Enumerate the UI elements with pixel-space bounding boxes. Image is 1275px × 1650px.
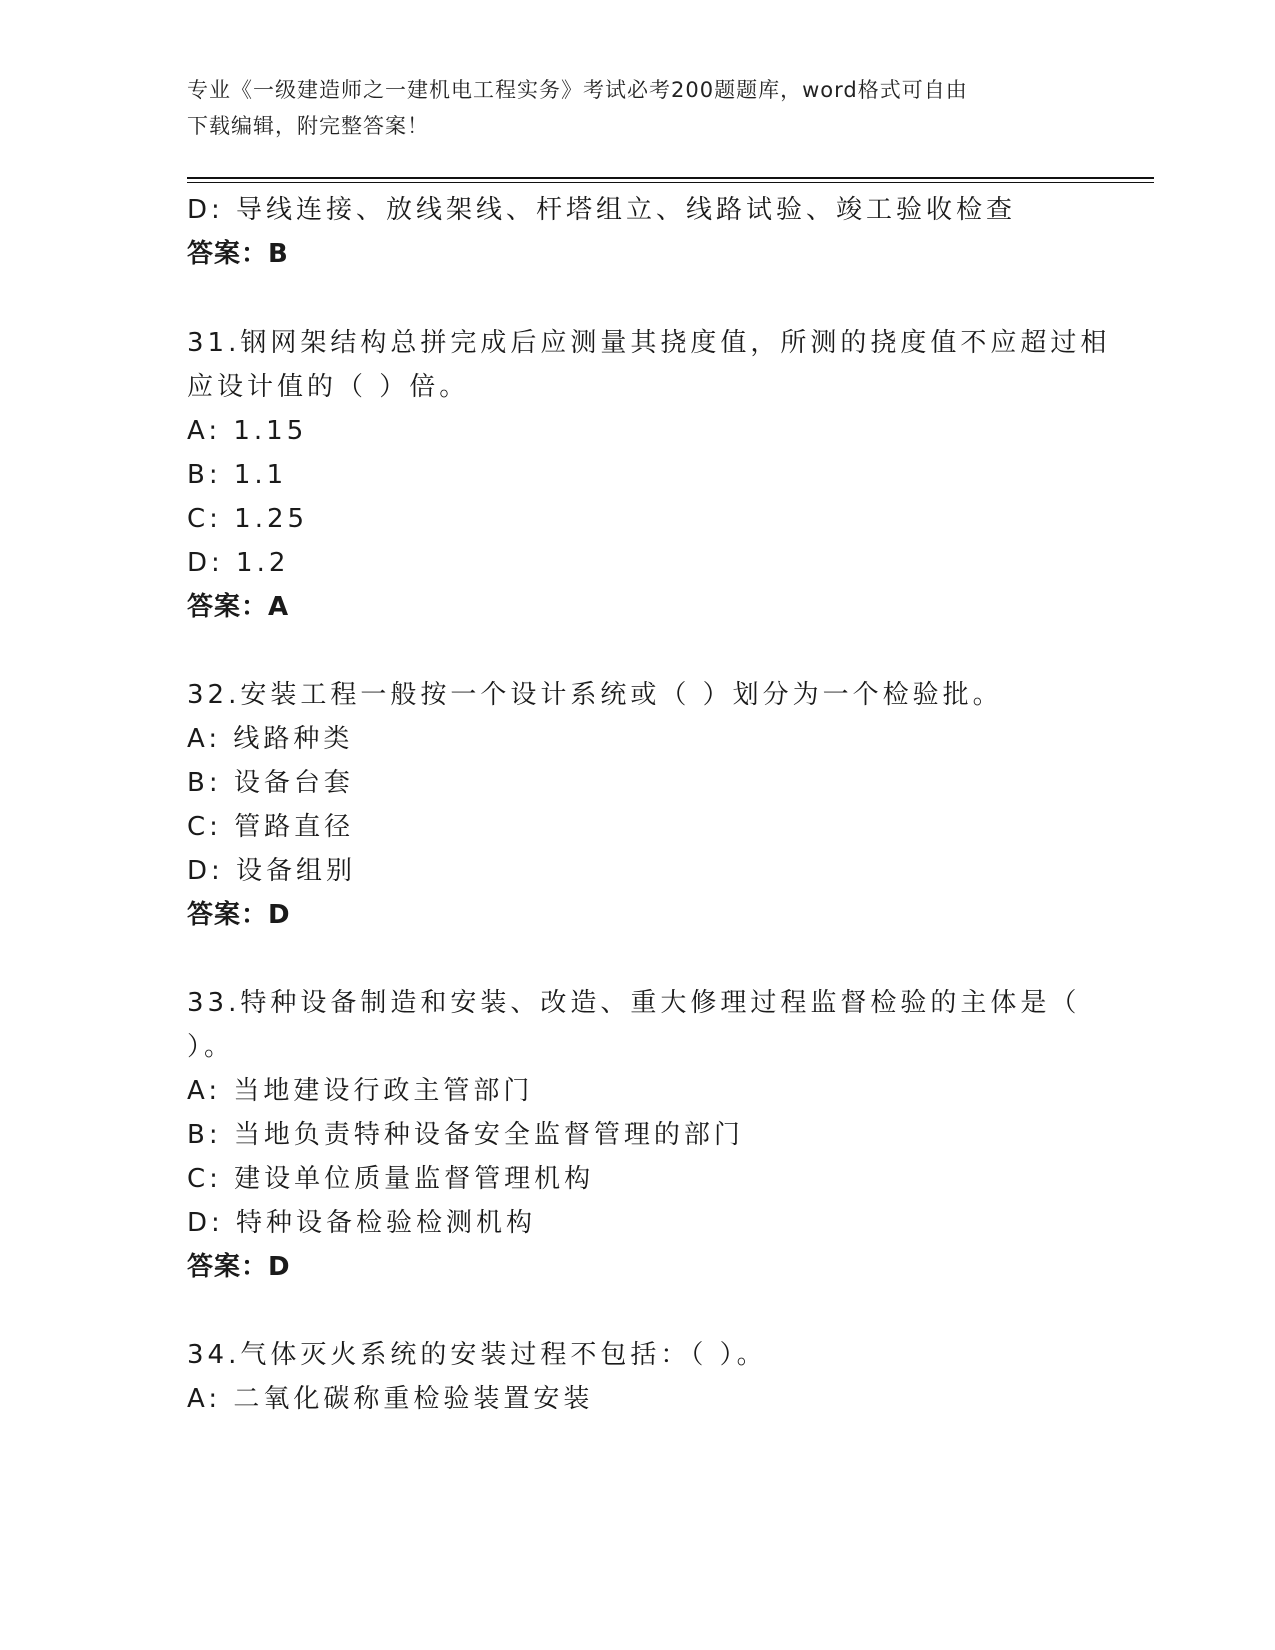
q33-answer: 答案：D: [187, 1252, 291, 1282]
q31-option-a: A: 1.15: [187, 416, 308, 446]
q32-option-c: C: 管路直径: [187, 812, 355, 842]
header-divider-thick: [187, 177, 1154, 179]
q32-option-d: D: 设备组别: [187, 856, 357, 886]
q31-stem-line-1: 31.钢网架结构总拼完成后应测量其挠度值，所测的挠度值不应超过相: [187, 328, 1111, 358]
q33-stem-line-2: ）。: [187, 1032, 235, 1062]
q33-option-a: A: 当地建设行政主管部门: [187, 1076, 534, 1106]
q31-option-b: B: 1.1: [187, 460, 288, 490]
document-header: [187, 72, 1077, 144]
header-line-1: 专业《一级建造师之一建机电工程实务》考试必考200题题库，word格式可自由: [187, 78, 968, 102]
q31-option-c: C: 1.25: [187, 504, 309, 534]
q31-answer: 答案：A: [187, 592, 290, 622]
q31-stem-line-2: 应设计值的（ ）倍。: [187, 372, 470, 402]
q32-option-b: B: 设备台套: [187, 768, 354, 798]
q32-option-a: A: 线路种类: [187, 724, 354, 754]
q34-stem-line-1: 34.气体灭火系统的安装过程不包括：（ ）。: [187, 1340, 767, 1370]
q32-answer: 答案：D: [187, 900, 291, 930]
q33-stem-line-1: 33.特种设备制造和安装、改造、重大修理过程监督检验的主体是（: [187, 988, 1081, 1018]
q30-answer: 答案：B: [187, 239, 289, 269]
header-line-2: 下载编辑，附完整答案！: [187, 114, 429, 138]
q30-option-d: D: 导线连接、放线架线、杆塔组立、线路试验、竣工验收检查: [187, 195, 1017, 225]
q33-option-d: D: 特种设备检验检测机构: [187, 1208, 537, 1238]
q34-option-a: A: 二氧化碳称重检验装置安装: [187, 1384, 594, 1414]
q33-option-b: B: 当地负责特种设备安全监督管理的部门: [187, 1120, 744, 1150]
header-divider-thin: [187, 182, 1154, 183]
q33-option-c: C: 建设单位质量监督管理机构: [187, 1164, 595, 1194]
q31-option-d: D: 1.2: [187, 548, 290, 578]
q32-stem-line-1: 32.安装工程一般按一个设计系统或（ ）划分为一个检验批。: [187, 680, 1003, 710]
